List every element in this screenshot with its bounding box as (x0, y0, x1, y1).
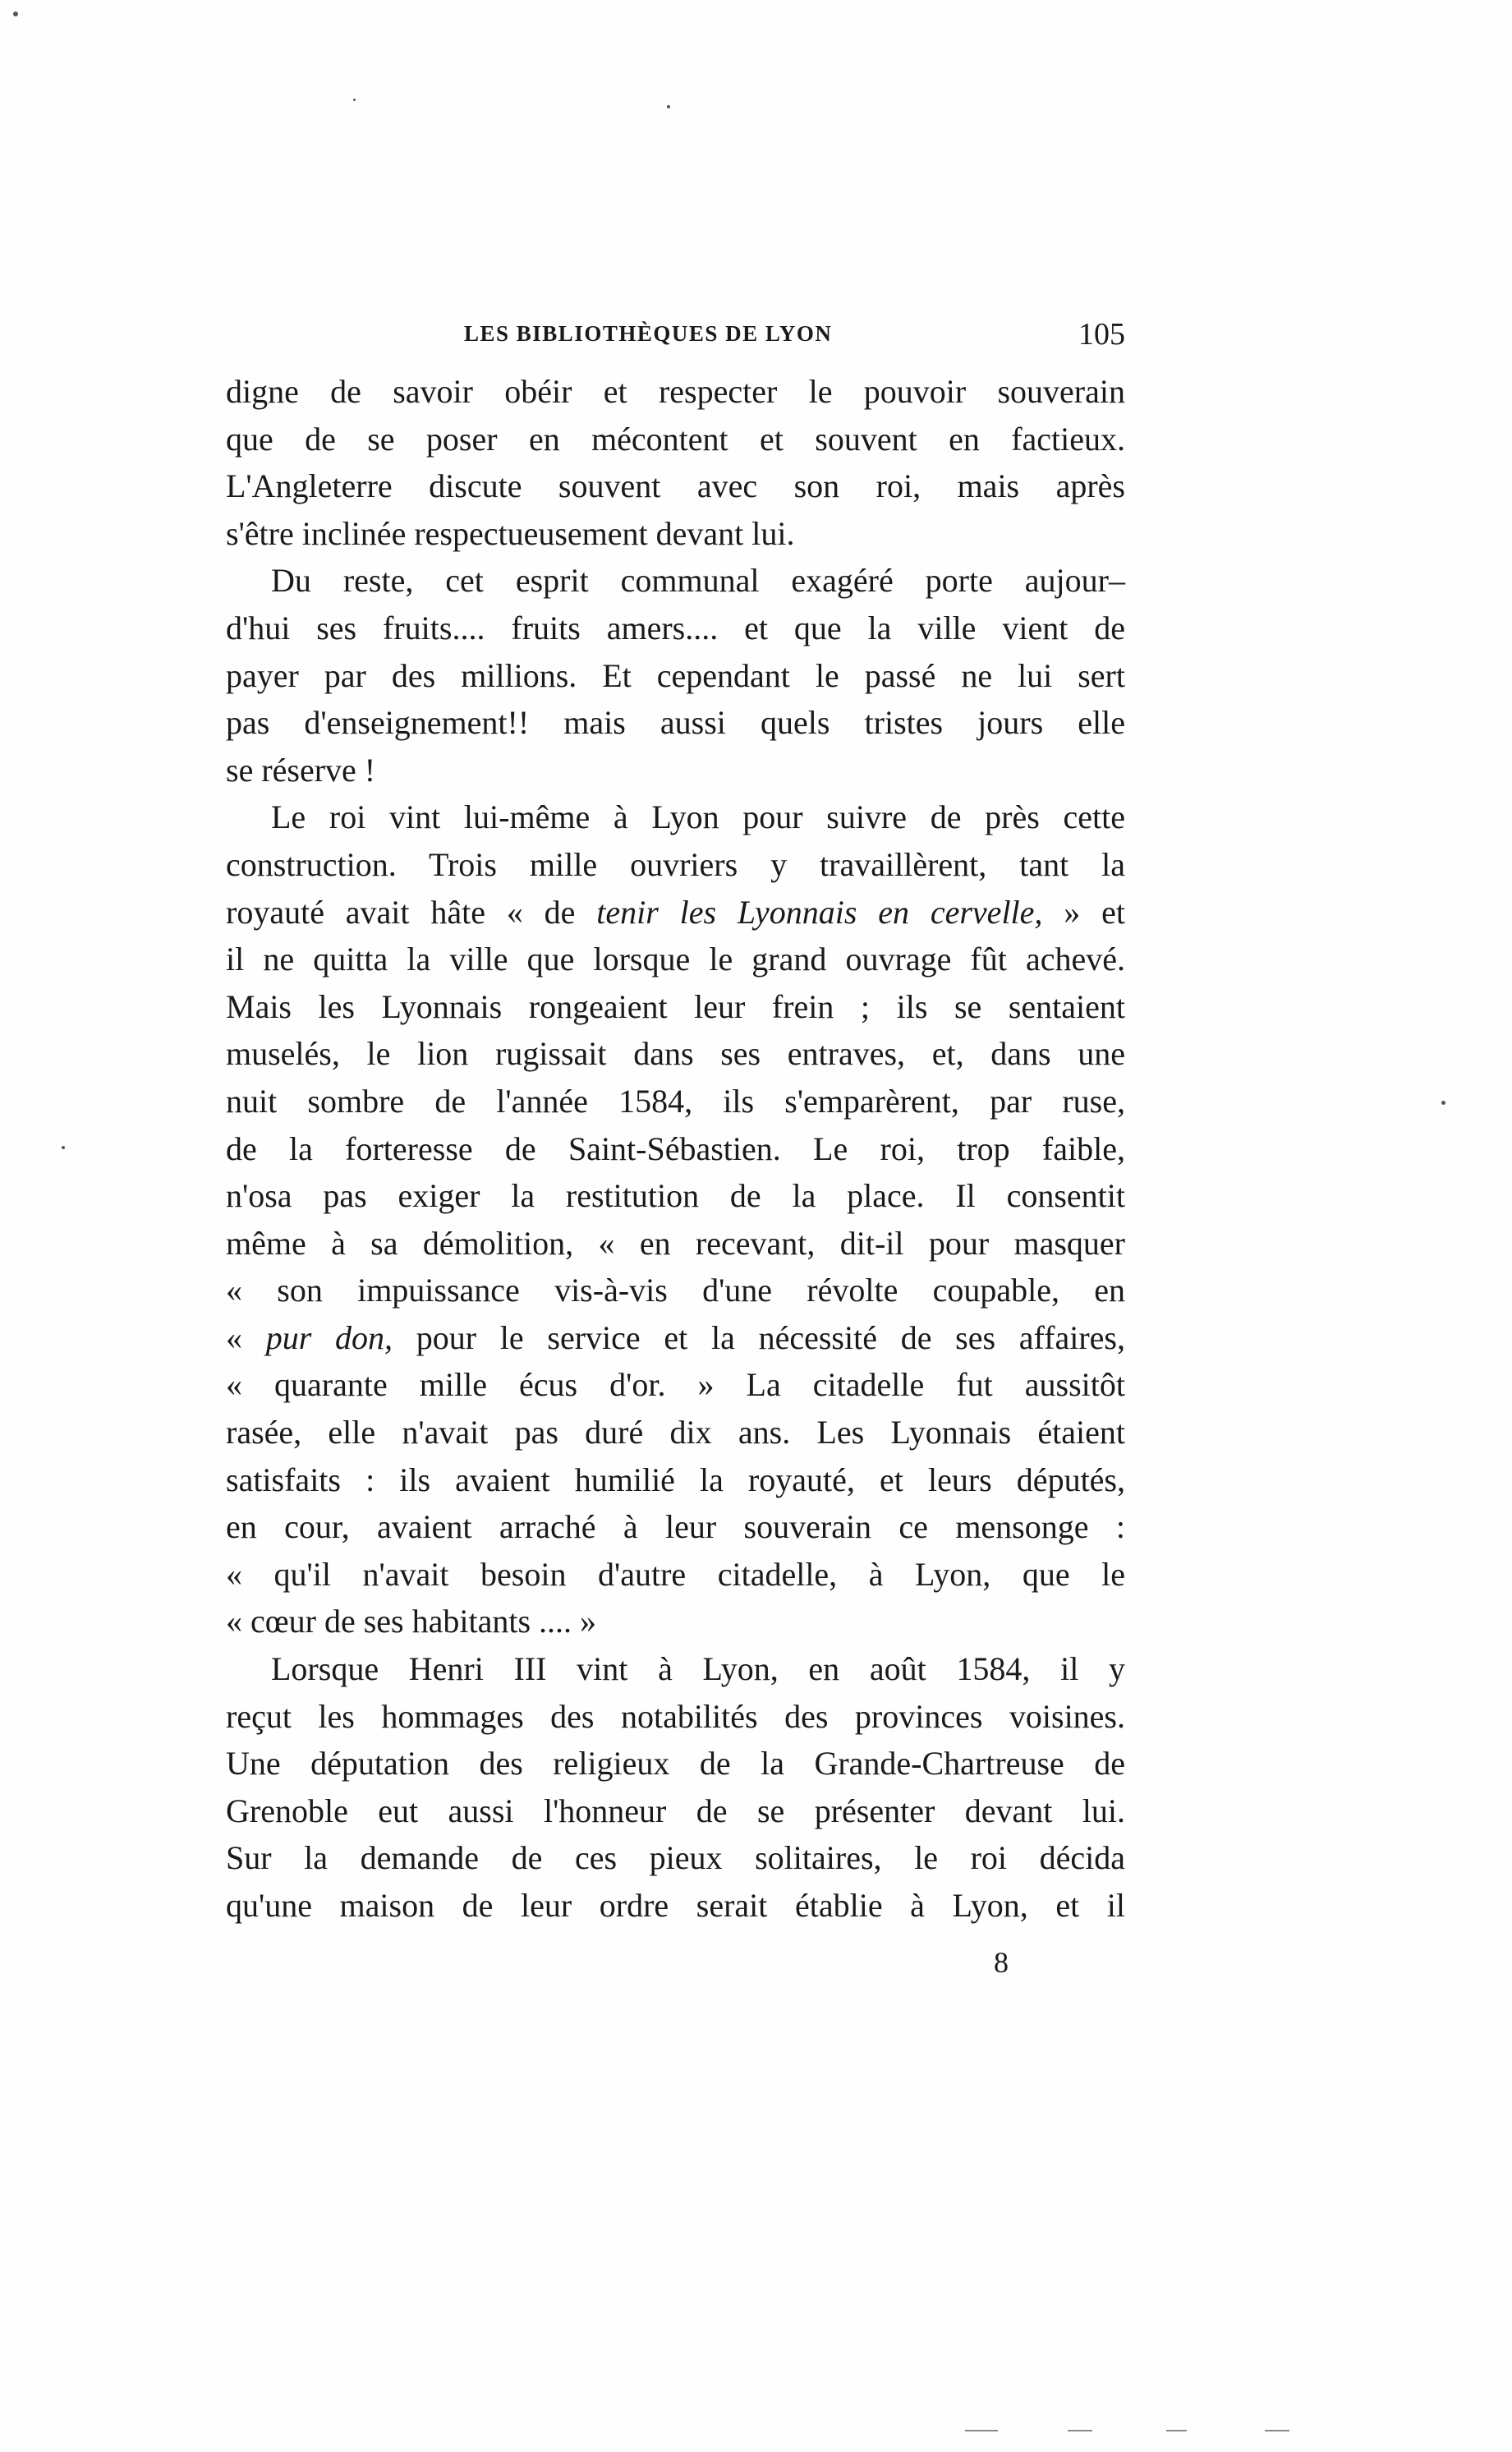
text-line: qu'une maison de leur ordre serait établie à Lyon, et il (226, 1887, 1125, 1924)
text-line: Lorsque Henri III vint à Lyon, en août 1584, il y (271, 1650, 1125, 1688)
text-fragment: » et (1042, 893, 1125, 931)
text-line: s'être inclinée respectueusement devant lui. (226, 514, 795, 552)
text-fragment: royauté avait hâte « de (226, 893, 597, 931)
running-title: LES BIBLIOTHÈQUES DE LYON (464, 321, 833, 346)
text-line: satisfaits : ils avaient humilié la royauté, et leurs députés, (226, 1461, 1125, 1498)
text-line: Du reste, cet esprit communal exagéré porte aujour– (271, 562, 1125, 600)
text-fragment: pour le service et la nécessité de ses affaires, (393, 1318, 1125, 1356)
text-line: de la forteresse de Saint-Sébastien. Le roi, trop faible, (226, 1129, 1125, 1167)
text-line: même à sa démolition, « en recevant, dit-il pour masquer (226, 1224, 1125, 1262)
text-line: « cœur de ses habitants .... » (226, 1603, 597, 1640)
text-fragment: « (226, 1318, 266, 1356)
scan-artifact-line (1068, 2430, 1092, 2431)
scan-speck (62, 1146, 65, 1149)
text-line: pas d'enseignement!! mais aussi quels tristes jours elle (226, 704, 1125, 742)
text-line-with-italic (226, 1314, 1125, 1362)
italic-quote: tenir les Lyonnais en cervelle, (596, 893, 1043, 931)
scan-artifact-line (1265, 2430, 1289, 2431)
text-line: se réserve ! (226, 751, 376, 789)
text-line: digne de savoir obéir et respecter le pouvoir souverain (226, 373, 1125, 410)
text-line: en cour, avaient arraché à leur souverain ce mensonge : (226, 1508, 1125, 1546)
scan-speck (1441, 1101, 1445, 1105)
text-line: Le roi vint lui-même à Lyon pour suivre de près cette (271, 798, 1125, 836)
text-line: « qu'il n'avait besoin d'autre citadelle, à Lyon, que le (226, 1555, 1125, 1593)
text-line: Mais les Lyonnais rongeaient leur frein ; ils se sentaient (226, 987, 1125, 1025)
text-line: nuit sombre de l'année 1584, ils s'emparèrent, par ruse, (226, 1082, 1125, 1120)
text-line: « son impuissance vis-à-vis d'une révolte coupable, en (226, 1272, 1125, 1309)
italic-quote: pur don, (265, 1318, 393, 1356)
text-line: construction. Trois mille ouvriers y travaillèrent, tant la (226, 845, 1125, 883)
text-line: Une députation des religieux de la Grande-Chartreuse de (226, 1745, 1125, 1783)
text-line: d'hui ses fruits.... fruits amers.... et que la ville vient de (226, 609, 1125, 646)
text-line: L'Angleterre discute souvent avec son roi, mais après (226, 467, 1125, 505)
scan-speck (13, 12, 18, 16)
text-line: reçut les hommages des notabilités des provinces voisines. (226, 1697, 1125, 1735)
scan-speck (353, 99, 356, 101)
text-line: « quarante mille écus d'or. » La citadelle fut aussitôt (226, 1366, 1125, 1404)
text-line: rasée, elle n'avait pas duré dix ans. Les Lyonnais étaient (226, 1414, 1125, 1451)
text-line: payer par des millions. Et cependant le passé ne lui sert (226, 656, 1125, 694)
text-line: il ne quitta la ville que lorsque le grand ouvrage fût achevé. (226, 941, 1125, 978)
text-line: n'osa pas exiger la restitution de la place. Il consentit (226, 1177, 1125, 1215)
scan-artifact-line (1166, 2430, 1187, 2431)
signature-mark: 8 (994, 1946, 1009, 1979)
text-line: que de se poser en mécontent et souvent en factieux. (226, 420, 1125, 458)
scan-speck (667, 105, 670, 108)
page-number: 105 (1078, 317, 1125, 352)
body-text (226, 368, 1125, 1930)
running-header (226, 316, 1125, 357)
text-line-with-italic (226, 889, 1125, 936)
text-line: Sur la demande de ces pieux solitaires, le roi décida (226, 1839, 1125, 1877)
scan-artifact-line (965, 2430, 998, 2431)
text-line: Grenoble eut aussi l'honneur de se présenter devant lui. (226, 1792, 1125, 1829)
text-line: muselés, le lion rugissait dans ses entraves, et, dans une (226, 1035, 1125, 1073)
